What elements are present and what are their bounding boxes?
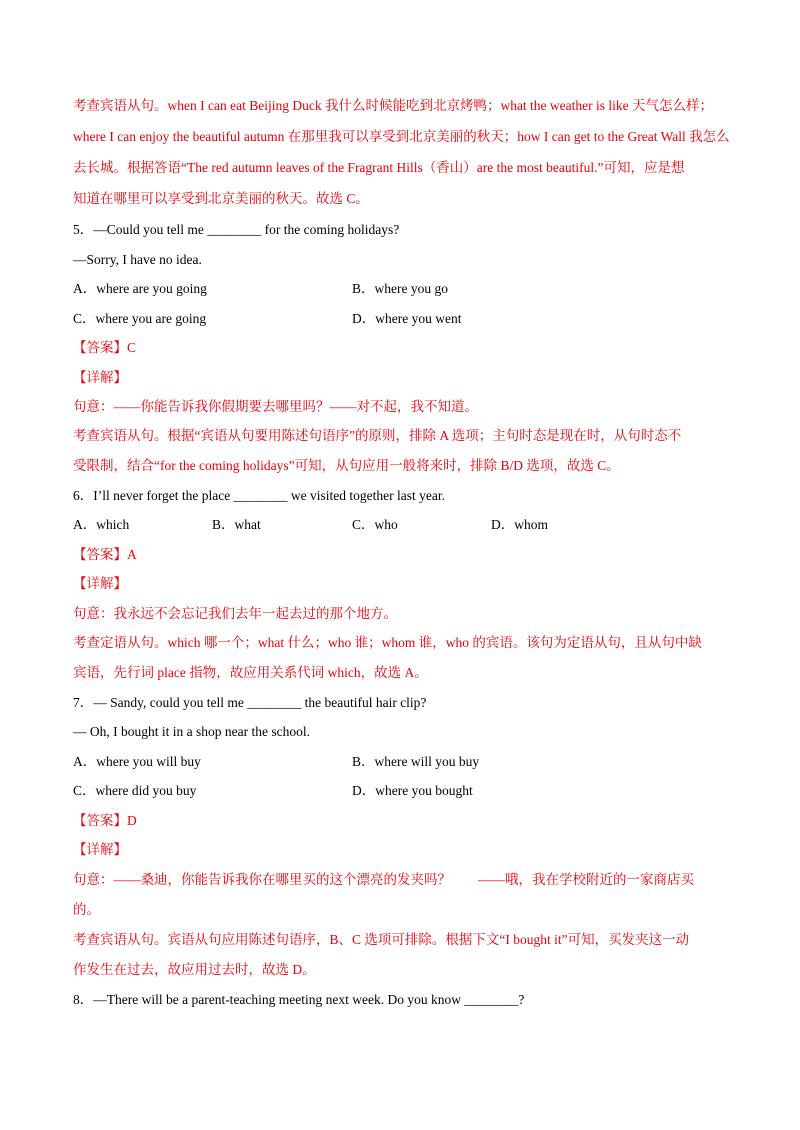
explanation-line: 知道在哪里可以享受到北京美丽的秋天。故选 C。 (73, 191, 369, 206)
q7-explanation-line: 的。 (73, 902, 100, 917)
q6-option-a: A．which (73, 517, 130, 532)
question-7-reply: — Oh, I bought it in a shop near the school. (73, 724, 310, 739)
q6-option-b: B．what (212, 517, 261, 532)
question-8-stem: 8．—There will be a parent-teaching meeting next week. Do you know ________? (73, 992, 525, 1007)
q7-explanation-line: 考查宾语从句。宾语从句应用陈述句语序，B、C 选项可排除。根据下文“I bought it”可知，买发夹这一动 (73, 932, 690, 947)
q7-option-c: C．where did you buy (73, 783, 197, 798)
q5-explanation-line: 受限制，结合“for the coming holidays”可知，从句应用一般将来时，排除 B/D 选项，故选 C。 (73, 458, 620, 473)
q5-option-c: C．where you are going (73, 311, 207, 326)
q6-explanation-line: 考查定语从句。which 哪一个；what 什么；who 谁；whom 谁，who 的宾语。该句为定语从句，且从句中缺 (73, 635, 702, 650)
q7-explanation-line: 作发生在过去，故应用过去时，故选 D。 (73, 962, 316, 977)
q7-explanation-line: 句意：——桑迪，你能告诉我你在哪里买的这个漂亮的发夹吗？ ——哦，我在学校附近的一家商店买 (73, 872, 694, 887)
q7-option-d: D．where you bought (352, 783, 473, 798)
q5-explanation-line: 句意：——你能告诉我你假期要去哪里吗？——对不起，我不知道。 (73, 399, 478, 414)
question-6-stem: 6．I’ll never forget the place ________ we visited together last year. (73, 488, 446, 503)
question-7-stem: 7．— Sandy, could you tell me ________ the beautiful hair clip? (73, 695, 427, 710)
q5-option-b: B．where you go (352, 281, 448, 296)
q7-option-a: A．where you will buy (73, 754, 201, 769)
q7-answer: 【答案】D (73, 813, 137, 828)
q7-detail-label: 【详解】 (73, 842, 127, 857)
question-5-reply: —Sorry, I have no idea. (73, 252, 202, 267)
q6-option-c: C．who (352, 517, 398, 532)
q5-detail-label: 【详解】 (73, 370, 127, 385)
explanation-line: 考查宾语从句。when I can eat Beijing Duck 我什么时候能吃到北京烤鸭；what the weather is like 天气怎么样； (73, 98, 714, 113)
q6-detail-label: 【详解】 (73, 576, 127, 591)
q6-answer: 【答案】A (73, 547, 137, 562)
q6-option-d: D．whom (491, 517, 548, 532)
q6-explanation-line: 宾语，先行词 place 指物，故应用关系代词 which，故选 A。 (73, 665, 428, 680)
q5-option-d: D．where you went (352, 311, 462, 326)
q5-option-a: A．where are you going (73, 281, 207, 296)
q5-explanation-line: 考查宾语从句。根据“宾语从句要用陈述句语序”的原则，排除 A 选项；主句时态是现在时，从句时态不 (73, 428, 682, 443)
explanation-line: 去长城。根据答语“The red autumn leaves of the Fragrant Hills（香山）are the most beautiful.”可知，应是想 (73, 160, 685, 175)
question-5-stem: 5．—Could you tell me ________ for the coming holidays? (73, 222, 400, 237)
q6-explanation-line: 句意：我永远不会忘记我们去年一起去过的那个地方。 (73, 606, 397, 621)
q7-option-b: B．where will you buy (352, 754, 480, 769)
q5-answer: 【答案】C (73, 340, 137, 355)
explanation-line: where I can enjoy the beautiful autumn 在那里我可以享受到北京美丽的秋天；how I can get to the Great Wall 我怎么 (73, 129, 730, 144)
